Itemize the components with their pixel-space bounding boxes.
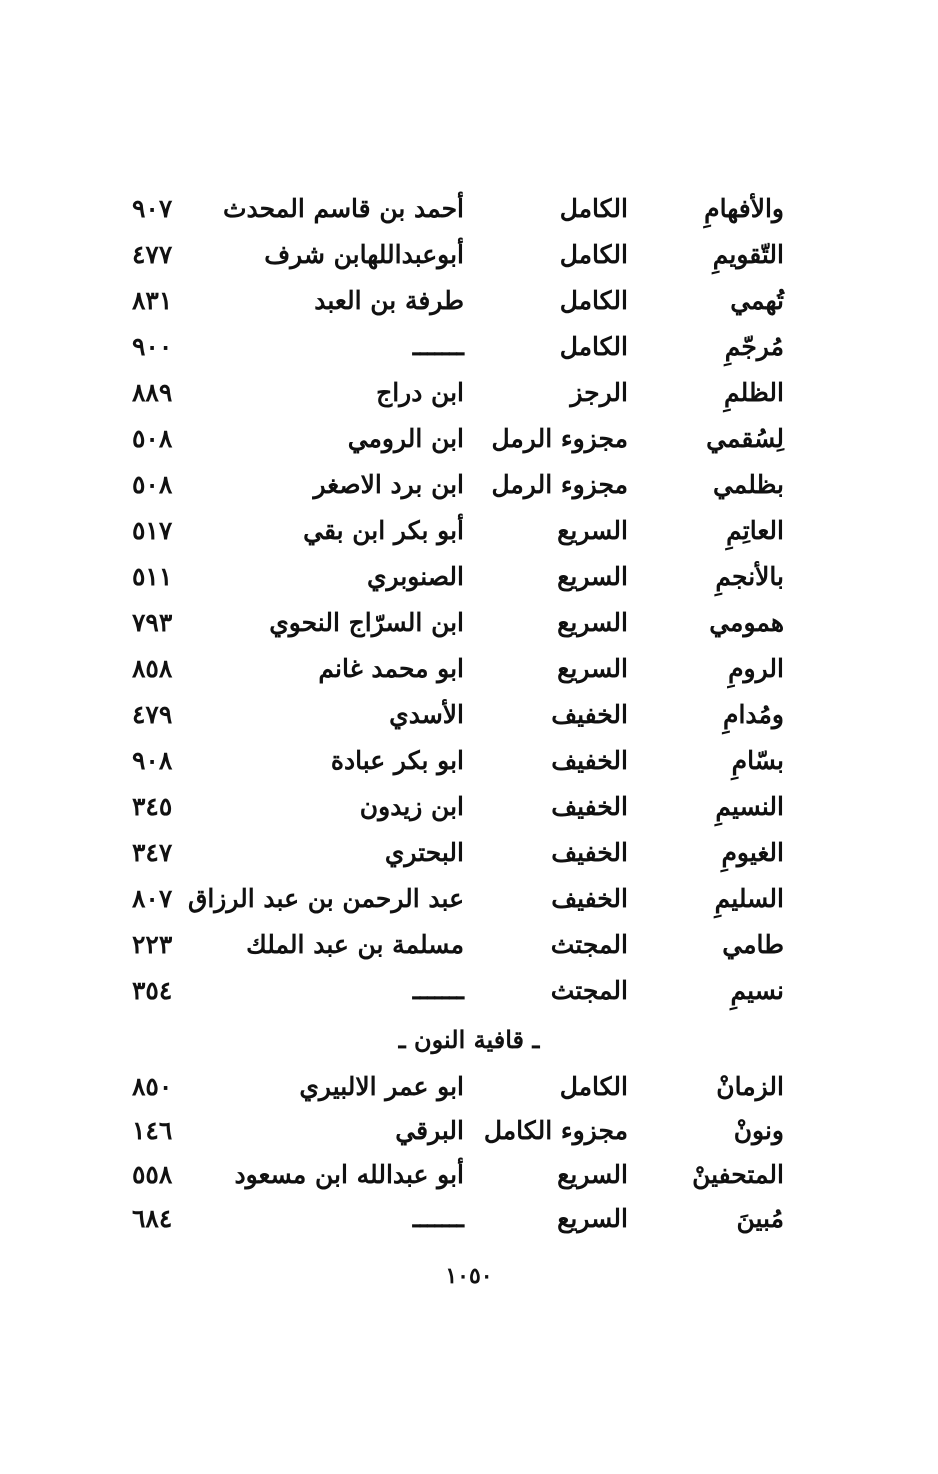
page-number: ٨٠٧ bbox=[132, 884, 173, 913]
index-row bbox=[0, 324, 938, 370]
index-row bbox=[0, 1108, 938, 1154]
poet: عبد الرحمن بن عبد الرزاق bbox=[187, 884, 464, 913]
page-number: ٣٤٥ bbox=[132, 792, 173, 821]
index-row bbox=[0, 784, 938, 830]
rhyme-word: مُرجّمِ bbox=[724, 332, 784, 361]
poet: الصنوبري bbox=[366, 562, 464, 591]
page-number: ٥١١ bbox=[132, 562, 173, 591]
meter: الكامل bbox=[559, 286, 628, 315]
rhyme-word: الزمانْ bbox=[716, 1072, 784, 1101]
page-number: ٦٨٤ bbox=[132, 1204, 173, 1233]
meter: السريع bbox=[557, 1160, 628, 1189]
page-number: ٣٤٧ bbox=[132, 838, 173, 867]
rhyme-word: بظلمي bbox=[712, 470, 784, 499]
index-row bbox=[0, 370, 938, 416]
index-row bbox=[0, 232, 938, 278]
page-number: ٩٠٧ bbox=[132, 194, 173, 223]
meter: السريع bbox=[557, 608, 628, 637]
poet: ابو محمد غانم bbox=[318, 654, 464, 683]
rhyme-word: بالأنجمِ bbox=[715, 562, 784, 591]
page-folio-number: ١٠٥٠ bbox=[445, 1263, 493, 1289]
meter: الخفيف bbox=[551, 884, 628, 913]
rhyme-word: ومُدامِ bbox=[722, 700, 784, 729]
rhyme-word: التّقويمِ bbox=[712, 240, 784, 269]
index-row bbox=[0, 1152, 938, 1198]
rhyme-word: النسيمِ bbox=[715, 792, 784, 821]
page-number: ١٤٦ bbox=[132, 1116, 173, 1145]
page-number: ٤٧٩ bbox=[132, 700, 173, 729]
poet: ـــــــ bbox=[412, 976, 464, 1005]
page-number: ٥٠٨ bbox=[132, 470, 173, 499]
rhyme-word: ونونْ bbox=[733, 1116, 784, 1145]
meter: مجزوء الرمل bbox=[491, 424, 628, 453]
meter: الكامل bbox=[559, 332, 628, 361]
page-number: ٨٣١ bbox=[132, 286, 173, 315]
page-number: ٧٩٣ bbox=[132, 608, 173, 637]
page-number: ٩٠٨ bbox=[132, 746, 173, 775]
index-row bbox=[0, 416, 938, 462]
meter: السريع bbox=[557, 1204, 628, 1233]
index-row bbox=[0, 600, 938, 646]
index-row bbox=[0, 186, 938, 232]
rhyme-word: همومي bbox=[709, 608, 784, 637]
index-row bbox=[0, 968, 938, 1014]
page-number: ٥٥٨ bbox=[132, 1160, 173, 1189]
meter: الكامل bbox=[559, 194, 628, 223]
page-number: ٤٧٧ bbox=[132, 240, 173, 269]
rhyme-word: بسّامِ bbox=[731, 746, 784, 775]
rhyme-word: الغيومِ bbox=[721, 838, 784, 867]
poet: مسلمة بن عبد الملك bbox=[246, 930, 464, 959]
poet: ابن السرّاج النحوي bbox=[269, 608, 464, 637]
poet: ابن الرومي bbox=[347, 424, 464, 453]
page-number: ٩٠٠ bbox=[132, 332, 173, 361]
page-number: ٢٢٣ bbox=[132, 930, 173, 959]
poet: البحتري bbox=[384, 838, 464, 867]
poet: ـــــــ bbox=[412, 1204, 464, 1233]
index-row bbox=[0, 1196, 938, 1242]
rhyme-word: العاتِمِ bbox=[726, 516, 784, 545]
section-heading: ـ قافية النون ـ bbox=[398, 1025, 540, 1054]
page-number: ٨٥٨ bbox=[132, 654, 173, 683]
poet: ابن دراج bbox=[376, 378, 464, 407]
page-number: ٣٥٤ bbox=[132, 976, 173, 1005]
meter: السريع bbox=[557, 516, 628, 545]
poet: ابن برد الاصغر bbox=[313, 470, 464, 499]
poet: البرقي bbox=[395, 1116, 464, 1145]
poet: ـــــــ bbox=[412, 332, 464, 361]
rhyme-word: تُهمي bbox=[730, 286, 784, 315]
poet: أبو عبدالله ابن مسعود bbox=[234, 1160, 464, 1189]
rhyme-word: نسيمِ bbox=[730, 976, 784, 1005]
meter: مجزوء الكامل bbox=[483, 1116, 628, 1145]
index-row bbox=[0, 692, 938, 738]
poet: أحمد بن قاسم المحدث bbox=[222, 194, 464, 223]
index-row bbox=[0, 1064, 938, 1110]
rhyme-word: طامي bbox=[722, 930, 784, 959]
page-number: ٥٠٨ bbox=[132, 424, 173, 453]
rhyme-word: السليمِ bbox=[714, 884, 784, 913]
index-row bbox=[0, 738, 938, 784]
poet: ابو عمر الالبيري bbox=[299, 1072, 464, 1101]
meter: الخفيف bbox=[551, 746, 628, 775]
meter: الخفيف bbox=[551, 838, 628, 867]
page-number: ٥١٧ bbox=[132, 516, 173, 545]
index-row bbox=[0, 876, 938, 922]
poet: أبو بكر ابن بقي bbox=[303, 516, 464, 545]
rhyme-word: والأفهامِ bbox=[704, 194, 784, 223]
page-number: ٨٨٩ bbox=[132, 378, 173, 407]
rhyme-word: الظلمِ bbox=[724, 378, 784, 407]
meter: الرجز bbox=[570, 378, 628, 407]
meter: الخفيف bbox=[551, 700, 628, 729]
meter: مجزوء الرمل bbox=[491, 470, 628, 499]
meter: الخفيف bbox=[551, 792, 628, 821]
index-row bbox=[0, 508, 938, 554]
poet: الأسدي bbox=[389, 700, 464, 729]
meter: الكامل bbox=[559, 240, 628, 269]
rhyme-word: مُبينَ bbox=[736, 1204, 784, 1233]
poet: طرفة بن العبد bbox=[314, 286, 464, 315]
index-row bbox=[0, 922, 938, 968]
page-number: ٨٥٠ bbox=[132, 1072, 173, 1101]
meter: المجتث bbox=[550, 976, 628, 1005]
index-row bbox=[0, 462, 938, 508]
rhyme-word: الرومِ bbox=[728, 654, 784, 683]
index-row bbox=[0, 646, 938, 692]
meter: الكامل bbox=[559, 1072, 628, 1101]
rhyme-word: لِسُقمي bbox=[706, 424, 784, 453]
meter: السريع bbox=[557, 654, 628, 683]
index-row bbox=[0, 278, 938, 324]
poet: ابن زيدون bbox=[359, 792, 464, 821]
poet: أبوعبداللهابن شرف bbox=[264, 240, 464, 269]
rhyme-word: المتحفينْ bbox=[692, 1160, 784, 1189]
meter: المجتث bbox=[550, 930, 628, 959]
index-row bbox=[0, 830, 938, 876]
poet: ابو بكر عبادة bbox=[330, 746, 464, 775]
meter: السريع bbox=[557, 562, 628, 591]
index-row bbox=[0, 554, 938, 600]
